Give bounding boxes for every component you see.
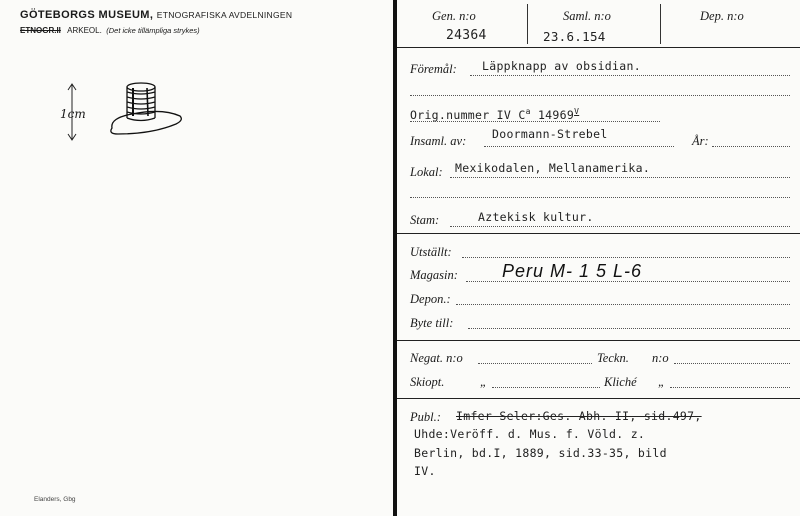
orig-prefix: Orig.nummer IV C xyxy=(410,107,526,122)
stam-value: Aztekisk kultur. xyxy=(478,210,594,224)
teckn-no-label: n:o xyxy=(652,351,669,365)
dotted-line xyxy=(712,146,790,147)
dotted-line xyxy=(470,75,790,76)
dep-no-label: Dep. n:o xyxy=(700,9,744,23)
orig-suffix: V xyxy=(574,107,580,116)
magasin-value: Peru M- 1 5 L-6 xyxy=(502,261,643,281)
struck-department: ETNOGR.II xyxy=(20,26,61,35)
department-name: ETNOGRAFISKA AVDELNINGEN xyxy=(156,10,293,20)
teckn-label: Teckn. xyxy=(597,351,629,365)
museum-header xyxy=(20,9,292,21)
stam-label: Stam: xyxy=(410,213,440,227)
foremal-label: Föremål: xyxy=(410,62,457,76)
foremal-value: Läppknapp av obsidian. xyxy=(482,59,641,73)
insaml-label: Insaml. av: xyxy=(410,134,467,148)
department-subheader xyxy=(20,26,200,35)
section-divider xyxy=(397,340,800,341)
orig-number-value: 14969 xyxy=(537,107,575,122)
dotted-line xyxy=(450,177,790,178)
saml-no-label: Saml. n:o xyxy=(563,9,611,23)
publ-line: Berlin, bd.I, 1889, sid.33-35, bild xyxy=(414,446,667,460)
section-divider xyxy=(397,233,800,234)
dotted-line xyxy=(466,281,790,282)
section-divider xyxy=(397,398,800,399)
publ-line-struck: Imfer Seler:Ges. Abh. II, sid.497, xyxy=(456,409,702,423)
dotted-line xyxy=(674,363,790,364)
publ-label: Publ.: xyxy=(410,410,441,424)
section-divider xyxy=(397,47,800,48)
dotted-line xyxy=(462,257,790,258)
dotted-line xyxy=(492,387,600,388)
column-divider xyxy=(660,4,661,44)
publ-line: Uhde:Veröff. d. Mus. f. Völd. z. xyxy=(414,427,646,441)
kliche-label: Kliché xyxy=(604,375,637,389)
insaml-value: Doormann-Strebel xyxy=(492,127,608,141)
printer-imprint: Elanders, Gbg xyxy=(34,496,76,503)
dotted-line xyxy=(478,363,592,364)
arkeol-label: ARKEOL. xyxy=(67,26,102,35)
depon-label: Depon.: xyxy=(410,292,451,306)
gen-no-value: 24364 xyxy=(446,28,487,43)
skiopt-ditto: „ xyxy=(480,375,487,389)
publ-line: IV. xyxy=(414,464,436,478)
museum-name: GÖTEBORGS MUSEUM, xyxy=(20,9,154,21)
lokal-value: Mexikodalen, Mellanamerika. xyxy=(455,161,651,175)
orig-number xyxy=(410,107,579,122)
negat-label: Negat. n:o xyxy=(410,351,463,365)
dotted-line xyxy=(410,95,790,96)
ar-label: År: xyxy=(692,134,709,148)
orig-sup: a xyxy=(525,107,531,116)
scale-label: 1cm xyxy=(60,107,86,121)
kliche-ditto: „ xyxy=(658,375,665,389)
dotted-line xyxy=(484,146,674,147)
dotted-line xyxy=(450,226,790,227)
byte-label: Byte till: xyxy=(410,316,454,330)
dotted-line xyxy=(670,387,790,388)
dotted-line xyxy=(456,304,790,305)
skiopt-label: Skiopt. xyxy=(410,375,445,389)
lokal-label: Lokal: xyxy=(410,165,443,179)
card-left-border xyxy=(393,0,397,516)
dotted-line xyxy=(410,197,790,198)
dotted-line xyxy=(468,328,790,329)
dotted-line xyxy=(410,121,660,122)
saml-no-value: 23.6.154 xyxy=(543,29,606,44)
utstallt-label: Utställt: xyxy=(410,245,452,259)
magasin-label: Magasin: xyxy=(410,268,458,282)
column-divider xyxy=(527,4,528,44)
gen-no-label: Gen. n:o xyxy=(432,9,476,23)
lip-plug-drawing-icon xyxy=(111,83,181,134)
strike-note: (Det icke tillämpliga strykes) xyxy=(106,26,200,35)
